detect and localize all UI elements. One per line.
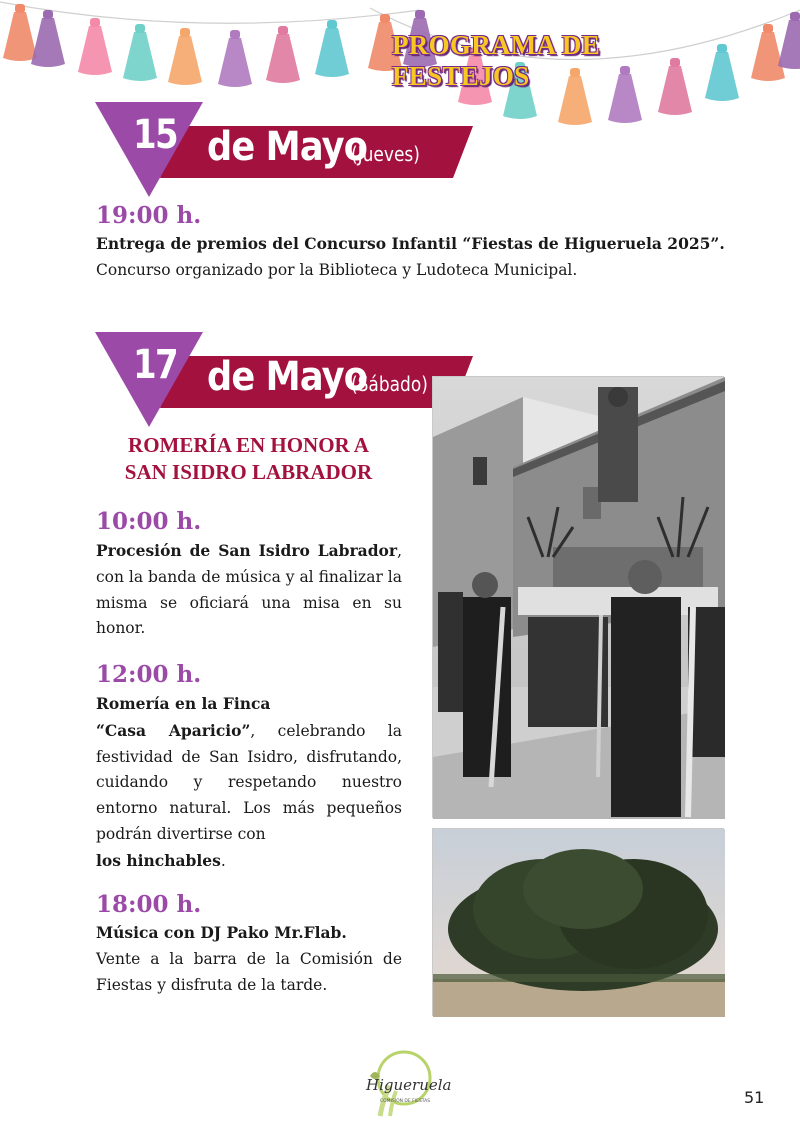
tassel-knot <box>43 10 53 19</box>
tassel-knot <box>415 10 425 19</box>
logo-subtext: COMISIÓN DE FIESTAS <box>380 1099 431 1104</box>
event-text-end: . <box>220 851 226 870</box>
day-number: 15 <box>133 112 177 158</box>
tassel <box>168 36 202 85</box>
tassel-knot <box>278 26 288 35</box>
event-time: 18:00 h. <box>96 891 202 918</box>
event-title: Romería en la Finca <box>96 694 271 713</box>
event-highlight: los hinchables <box>96 850 221 870</box>
holm-oak-photo <box>432 828 724 1016</box>
date-banner-15 <box>95 102 475 202</box>
event-title: Entrega de premios del Concurso Infantil “Fiestas de Higueruela 2025”. <box>96 234 725 253</box>
tassel <box>218 38 252 87</box>
section-title-line: ROMERÍA EN HONOR A <box>128 433 369 457</box>
page-number: 51 <box>744 1088 765 1107</box>
event-description <box>96 691 402 875</box>
event-text: Vente a la barra de la Comisión de Fiestas y disfruta de la tarde. <box>96 949 402 994</box>
event-description <box>96 920 402 998</box>
tassel-knot <box>180 28 190 37</box>
day-number: 17 <box>133 342 177 388</box>
tassel-knot <box>230 30 240 39</box>
event-title: Procesión de San Isidro Labrador <box>96 541 398 560</box>
event-time: 19:00 h. <box>96 202 202 229</box>
tassel <box>778 20 800 69</box>
event-text: Concurso organizado por la Biblioteca y Ludoteca Municipal. <box>96 260 578 279</box>
program-title: PROGRAMA DE FESTEJOS <box>392 30 601 91</box>
tassel-knot <box>90 18 100 27</box>
tassel-knot <box>380 14 390 23</box>
logo-text: Higueruela <box>366 1076 452 1094</box>
tassel-knot <box>763 24 773 33</box>
tassel <box>78 26 112 75</box>
weekday-label: (Jueves) <box>351 142 420 166</box>
tassel <box>751 32 785 81</box>
tassel-knot <box>15 4 25 13</box>
event-description <box>96 231 728 284</box>
tassel-knot <box>790 12 800 21</box>
event-time: 12:00 h. <box>96 661 202 688</box>
procession-photo <box>432 376 724 818</box>
event-time: 10:00 h. <box>96 508 202 535</box>
section-title-line: SAN ISIDRO LABRADOR <box>124 460 373 484</box>
tassel <box>266 34 300 83</box>
tassel <box>315 28 349 77</box>
month-label: de Mayo <box>207 124 367 170</box>
date-banner-17 <box>95 332 475 432</box>
event-subtitle: “Casa Aparicio” <box>96 720 251 740</box>
tassel <box>3 12 37 61</box>
section-title <box>96 432 401 486</box>
tassel <box>123 32 157 81</box>
weekday-label: (Sábado) <box>351 372 428 396</box>
event-title: Música con DJ Pako Mr.Flab. <box>96 923 347 942</box>
event-text: , con la banda de música y al finalizar la misma se oficiará una misa en su honor. <box>96 542 402 638</box>
event-text: , celebrando la festividad de San Isidro, disfrutando, cuidando y respetando nuestro entorno natural. Los más pequeños podrán divertirse con <box>96 721 402 843</box>
month-label: de Mayo <box>207 354 367 400</box>
tassel-knot <box>327 20 337 29</box>
tassel-knot <box>135 24 145 33</box>
higueruela-logo <box>360 1046 452 1122</box>
tassel <box>31 18 65 67</box>
event-description <box>96 538 402 642</box>
